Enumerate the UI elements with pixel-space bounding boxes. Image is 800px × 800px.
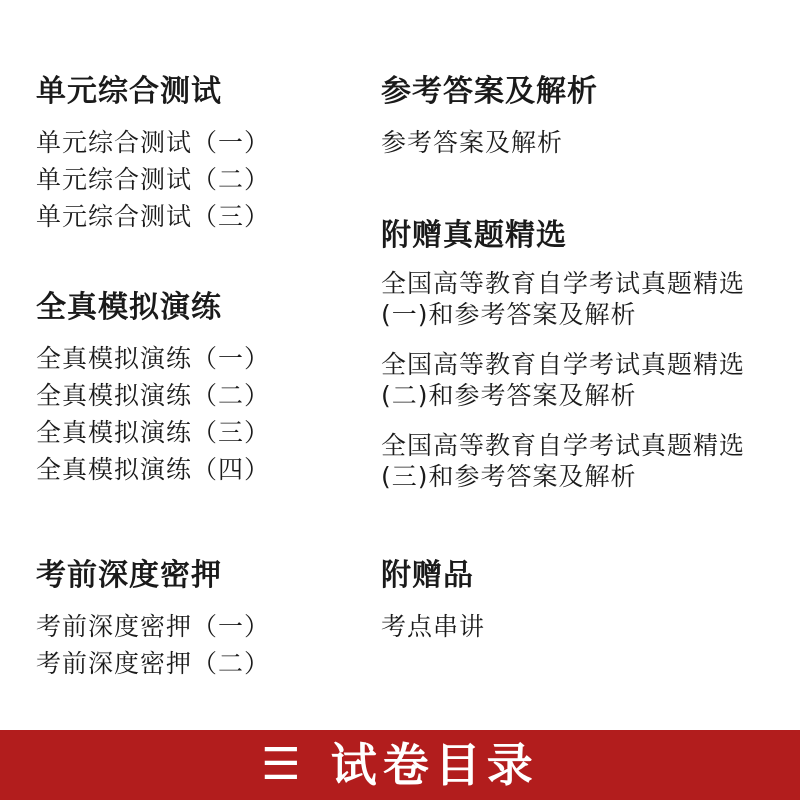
list-item: 单元综合测试（三） — [36, 202, 271, 231]
list-item: 全真模拟演练（二） — [36, 381, 271, 410]
list-item: 全国高等教育自学考试真题精选(二)和参考答案及解析 — [381, 350, 746, 410]
list-item: 全国高等教育自学考试真题精选(三)和参考答案及解析 — [381, 431, 746, 491]
list-item: 全真模拟演练（一） — [36, 344, 271, 373]
unit-tests-section — [36, 74, 366, 235]
list-icon: ☰ — [261, 739, 301, 790]
bonus-items-section — [381, 558, 776, 645]
list-item: 考前深度密押（一） — [36, 612, 271, 641]
list-item: 考点串讲 — [381, 612, 486, 641]
list-item: 参考答案及解析 — [381, 128, 564, 157]
bonus-exams-section — [381, 218, 776, 511]
section-title-bonus-items: 附赠品 — [381, 558, 474, 593]
section-title-pre-exam: 考前深度密押 — [36, 558, 222, 593]
section-title-bonus-exams: 附赠真题精选 — [381, 218, 567, 253]
list-item: 单元综合测试（一） — [36, 128, 271, 157]
list-item: 考前深度密押（二） — [36, 649, 271, 678]
section-title-mock-drills: 全真模拟演练 — [36, 290, 222, 325]
contents-banner — [0, 730, 800, 800]
list-item: 全真模拟演练（三） — [36, 418, 271, 447]
banner-title: 试卷目录 — [330, 738, 539, 792]
mock-drills-section — [36, 290, 366, 488]
list-item: 全国高等教育自学考试真题精选(一)和参考答案及解析 — [381, 269, 746, 329]
section-title-answers: 参考答案及解析 — [381, 74, 598, 109]
answers-section — [381, 74, 776, 161]
pre-exam-section — [36, 558, 366, 682]
list-item: 单元综合测试（二） — [36, 165, 271, 194]
list-item: 全真模拟演练（四） — [36, 455, 271, 484]
section-title-unit-tests: 单元综合测试 — [36, 74, 222, 109]
